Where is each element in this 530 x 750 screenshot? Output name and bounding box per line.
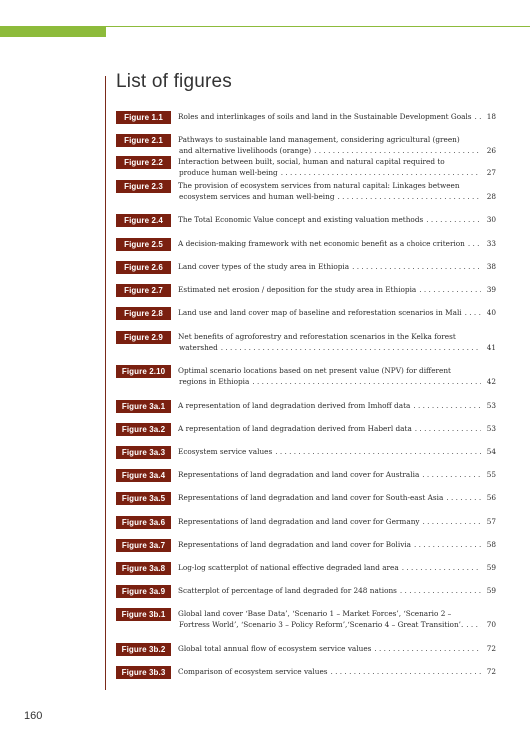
dot-leader — [423, 516, 481, 528]
figure-label: Figure 3a.9 — [116, 585, 171, 598]
figure-caption: Representations of land degradation and land cover for Germany — [178, 517, 420, 526]
figure-label: Figure 2.5 — [116, 238, 171, 251]
caption-line — [178, 214, 496, 226]
figure-entry[interactable] — [116, 238, 496, 251]
dot-leader — [400, 585, 481, 597]
page-ref: 59 — [486, 563, 496, 572]
figure-label: Figure 3a.2 — [116, 423, 171, 436]
caption-line — [178, 516, 496, 528]
figure-entry[interactable] — [116, 666, 496, 679]
figure-caption: Ecosystem service values — [178, 447, 273, 456]
figure-label: Figure 2.2 — [116, 156, 171, 169]
figure-label: Figure 3a.5 — [116, 492, 171, 505]
page-ref: 26 — [486, 146, 496, 155]
caption-line — [178, 238, 496, 250]
figure-caption: A decision-making framework with net economic benefit as a choice criterion — [178, 239, 465, 248]
figure-caption: The Total Economic Value concept and existing valuation methods — [178, 215, 424, 224]
page-ref: 53 — [486, 424, 496, 433]
dot-leader — [275, 446, 481, 458]
page-ref: 38 — [486, 262, 496, 271]
dot-leader — [415, 423, 481, 435]
page-ref: 57 — [486, 517, 496, 526]
figure-label: Figure 3b.2 — [116, 643, 171, 656]
page-ref: 56 — [486, 493, 496, 502]
dot-leader — [465, 307, 481, 319]
page-number: 160 — [24, 710, 43, 722]
figure-caption: Representations of land degradation and land cover for Bolivia — [178, 540, 412, 549]
dot-leader — [374, 643, 481, 655]
figure-caption: Representations of land degradation and land cover for South-east Asia — [178, 493, 444, 502]
figure-caption: ecosystem services and human well-being — [179, 192, 335, 201]
page-ref: 18 — [486, 112, 496, 121]
dot-leader — [338, 191, 482, 203]
header-band — [0, 26, 530, 37]
dot-leader — [426, 214, 481, 226]
figure-entry[interactable] — [116, 492, 496, 505]
figure-caption: Scatterplot of percentage of land degraded for 248 nations — [178, 586, 397, 595]
caption-line — [178, 469, 496, 481]
caption-line — [178, 284, 496, 296]
figure-entry[interactable] — [116, 423, 496, 436]
dot-leader — [414, 539, 481, 551]
figure-entry[interactable] — [116, 365, 496, 389]
dot-leader — [252, 376, 481, 388]
figure-entry[interactable] — [116, 331, 496, 355]
figure-entry[interactable] — [116, 307, 496, 320]
caption-line — [178, 619, 496, 631]
dot-leader — [419, 284, 481, 296]
figure-entry[interactable] — [116, 516, 496, 529]
page-ref: 72 — [486, 644, 496, 653]
figure-label: Figure 3b.3 — [116, 666, 171, 679]
page-ref: 59 — [486, 586, 496, 595]
caption-line — [178, 562, 496, 574]
caption-line — [178, 585, 496, 597]
figure-caption: Land cover types of the study area in Ethiopia — [178, 262, 350, 271]
figure-caption: Representations of land degradation and land cover for Australia — [178, 470, 420, 479]
caption-line — [178, 492, 496, 504]
figure-label: Figure 2.1 — [116, 134, 171, 147]
figure-label: Figure 2.3 — [116, 180, 171, 193]
page-ref: 53 — [486, 401, 496, 410]
page-ref: 39 — [486, 285, 496, 294]
figure-label: Figure 3a.6 — [116, 516, 171, 529]
page-ref: 72 — [486, 667, 496, 676]
figure-entry[interactable] — [116, 156, 496, 180]
figure-caption: produce human well-being — [179, 168, 278, 177]
figure-label: Figure 3a.7 — [116, 539, 171, 552]
figure-caption: Fortress World’, ‘Scenario 3 – Policy Reform’,‘Scenario 4 – Great Transition’. — [179, 620, 464, 629]
page-ref: 41 — [486, 343, 496, 352]
figure-caption: and alternative livelihoods (orange) — [179, 146, 312, 155]
dot-leader — [446, 492, 481, 504]
figure-caption: Estimated net erosion / deposition for the study area in Ethiopia — [178, 285, 417, 294]
figure-label: Figure 2.7 — [116, 284, 171, 297]
figure-caption: Optimal scenario locations based on net present value (NPV) for different — [178, 366, 451, 375]
page-ref: 58 — [486, 540, 496, 549]
figure-caption: Log-log scatterplot of national effective degraded land area — [178, 563, 399, 572]
figure-caption: A representation of land degradation derived from Haberl data — [178, 424, 412, 433]
page-ref: 40 — [486, 308, 496, 317]
dot-leader — [352, 261, 481, 273]
figure-entry[interactable] — [116, 284, 496, 297]
figure-entry[interactable] — [116, 585, 496, 598]
figure-entry[interactable] — [116, 643, 496, 656]
caption-line — [178, 666, 496, 678]
caption-line — [178, 539, 496, 551]
caption-line — [178, 400, 496, 412]
figure-entry[interactable] — [116, 111, 496, 124]
figure-entry[interactable] — [116, 400, 496, 413]
figure-entry[interactable] — [116, 469, 496, 482]
figure-entry[interactable] — [116, 261, 496, 274]
caption-line — [178, 446, 496, 458]
page-ref: 28 — [486, 192, 496, 201]
page-ref: 54 — [486, 447, 496, 456]
dot-leader — [422, 469, 481, 481]
figure-entry[interactable] — [116, 446, 496, 459]
figure-caption: Global land cover ‘Base Data’, ‘Scenario 1 – Market Forces’, ‘Scenario 2 – — [178, 609, 452, 618]
caption-line — [178, 307, 496, 319]
figure-caption: Comparison of ecosystem service values — [178, 667, 328, 676]
figure-entry[interactable] — [116, 539, 496, 552]
dot-leader — [413, 400, 481, 412]
page-ref: 27 — [486, 168, 496, 177]
caption-line — [178, 167, 496, 179]
figure-label: Figure 3b.1 — [116, 608, 171, 621]
page-ref: 70 — [486, 620, 496, 629]
figure-caption: A representation of land degradation derived from Imhoff data — [178, 401, 411, 410]
figure-label: Figure 2.4 — [116, 214, 171, 227]
figure-caption: Land use and land cover map of baseline and reforestation scenarios in Mali — [178, 308, 462, 317]
figure-caption: Global total annual flow of ecosystem service values — [178, 644, 372, 653]
figure-label: Figure 3a.4 — [116, 469, 171, 482]
header-rule — [106, 26, 530, 27]
caption-line — [178, 191, 496, 203]
dot-leader — [475, 111, 481, 123]
caption-line — [178, 376, 496, 388]
page-ref: 30 — [486, 215, 496, 224]
figure-label: Figure 3a.3 — [116, 446, 171, 459]
dot-leader — [468, 238, 481, 250]
figure-entry[interactable] — [116, 608, 496, 632]
figure-label: Figure 2.9 — [116, 331, 171, 344]
dot-leader — [466, 619, 481, 631]
caption-line — [178, 261, 496, 273]
margin-rule — [105, 76, 106, 690]
dot-leader — [402, 562, 481, 574]
figure-label: Figure 3a.1 — [116, 400, 171, 413]
page-ref: 55 — [486, 470, 496, 479]
figure-caption: Interaction between built, social, human and natural capital required to — [178, 157, 445, 166]
dot-leader — [331, 666, 481, 678]
figure-caption: Pathways to sustainable land management, considering agricultural (green) — [178, 135, 460, 144]
caption-line — [178, 342, 496, 354]
figure-caption: regions in Ethiopia — [179, 377, 250, 386]
figure-label: Figure 1.1 — [116, 111, 171, 124]
caption-line — [178, 423, 496, 435]
figure-entry[interactable] — [116, 562, 496, 575]
dot-leader — [221, 342, 481, 354]
figure-caption: watershed — [179, 343, 218, 352]
page-title: List of figures — [116, 71, 232, 92]
figure-entry[interactable] — [116, 134, 496, 158]
page-ref: 33 — [486, 239, 496, 248]
figure-entry[interactable] — [116, 214, 496, 227]
figure-label: Figure 3a.8 — [116, 562, 171, 575]
figure-caption: Roles and interlinkages of soils and land in the Sustainable Development Goals — [178, 112, 472, 121]
figure-label: Figure 2.6 — [116, 261, 171, 274]
header-accent-bar — [0, 26, 106, 37]
caption-line — [178, 111, 496, 123]
page-ref: 42 — [486, 377, 496, 386]
figure-caption: Net benefits of agroforestry and reforestation scenarios in the Kelka forest — [178, 332, 456, 341]
figure-caption: The provision of ecosystem services from natural capital: Linkages between — [178, 181, 460, 190]
caption-line — [178, 643, 496, 655]
figure-label: Figure 2.10 — [116, 365, 171, 378]
figure-entry[interactable] — [116, 180, 496, 204]
dot-leader — [281, 167, 481, 179]
figure-label: Figure 2.8 — [116, 307, 171, 320]
